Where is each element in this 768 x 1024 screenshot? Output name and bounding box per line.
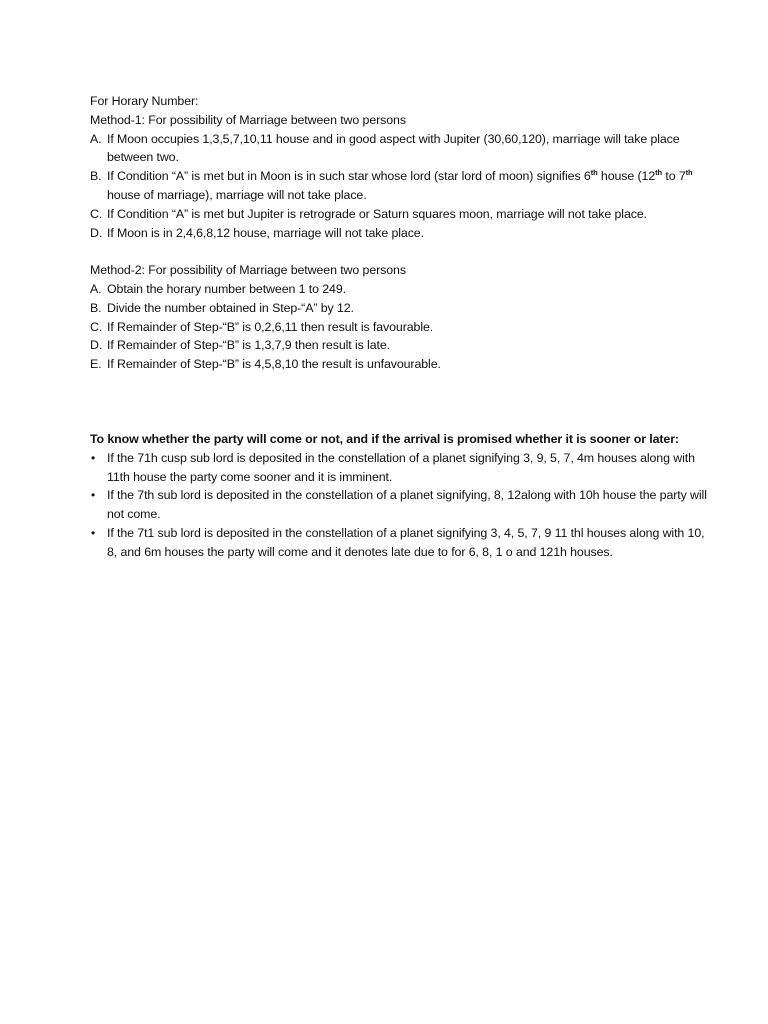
method2-item-c	[90, 318, 710, 337]
party-bullet-item	[90, 524, 710, 562]
list-item-text-part: If Condition “A” is met but in Moon is in such star whose lord (star lord of moon) signifies 6	[107, 169, 591, 184]
list-marker: A.	[90, 131, 102, 146]
list-item-text: If the 7th sub lord is deposited in the constellation of a planet signifying, 8, 12along with 10h house the party will not come.	[107, 488, 707, 522]
list-marker: C.	[90, 206, 103, 221]
method1-list	[90, 130, 710, 243]
list-item-text: If Condition “A” is met but Jupiter is retrograde or Saturn squares moon, marriage will not take place.	[107, 206, 647, 221]
method2-list	[90, 280, 710, 374]
bullet-icon: •	[91, 525, 96, 540]
list-item-text-part: to 7	[662, 169, 686, 184]
list-item-text: If Remainder of Step-“B” is 1,3,7,9 then result is late.	[107, 338, 390, 353]
method2-title: Method-2: For possibility of Marriage between two persons	[90, 263, 406, 278]
list-marker: B.	[90, 169, 102, 184]
method2-item-b	[90, 299, 710, 318]
list-marker: D.	[90, 338, 103, 353]
list-marker: B.	[90, 300, 102, 315]
party-section-title: To know whether the party will come or not, and if the arrival is promised whether it is sooner or later:	[90, 431, 679, 446]
document-body	[90, 92, 710, 562]
method2-item-a	[90, 280, 710, 299]
method1-item-d	[90, 224, 710, 243]
list-item-text: If Remainder of Step-“B” is 0,2,6,11 then result is favourable.	[107, 319, 434, 334]
list-marker: E.	[90, 357, 102, 372]
party-bullet-list	[90, 449, 710, 562]
list-item-text-part: house (12	[597, 169, 656, 184]
bullet-icon: •	[91, 488, 96, 503]
list-item-text: Divide the number obtained in Step-“A” by 12.	[107, 300, 354, 315]
document-heading: For Horary Number:	[90, 94, 199, 108]
method1-title: Method-1: For possibility of Marriage between two persons	[90, 112, 406, 127]
method2-item-d	[90, 336, 710, 355]
party-bullet-item	[90, 486, 710, 524]
list-item-text: If Moon is in 2,4,6,8,12 house, marriage will not take place.	[107, 225, 424, 240]
ordinal-superscript: th	[590, 168, 598, 178]
list-item-text-part: house of marriage), marriage will not take place.	[107, 187, 367, 202]
section-spacer	[90, 374, 710, 430]
party-bullet-item	[90, 449, 710, 487]
bullet-icon: •	[91, 450, 96, 465]
list-marker: C.	[90, 319, 103, 334]
list-marker: D.	[90, 225, 103, 240]
ordinal-superscript: th	[685, 168, 693, 178]
ordinal-superscript: th	[655, 168, 663, 178]
list-item-text: If the 7t1 sub lord is deposited in the constellation of a planet signifying 3, 4, 5, 7, 9 11 thl houses along with 10, 8, and 6m houses the party will come and it denotes late due to for 6, 8, 1 o and 121h houses.	[107, 525, 705, 559]
method1-item-c	[90, 205, 710, 224]
list-item-text: If Moon occupies 1,3,5,7,10,11 house and in good aspect with Jupiter (30,60,120), marriage will take place between two.	[107, 131, 680, 165]
method1-item-a	[90, 130, 710, 168]
paragraph-spacer	[90, 242, 710, 261]
list-item-text: If Remainder of Step-“B” is 4,5,8,10 the result is unfavourable.	[107, 357, 441, 372]
method1-item-b	[90, 167, 710, 205]
method2-item-e	[90, 355, 710, 374]
list-item-text: Obtain the horary number between 1 to 249.	[107, 281, 346, 296]
list-marker: A.	[90, 281, 102, 296]
list-item-text: If the 71h cusp sub lord is deposited in the constellation of a planet signifying 3, 9, 5, 7, 4m houses along with 11th house the party come sooner and it is imminent.	[107, 450, 695, 484]
